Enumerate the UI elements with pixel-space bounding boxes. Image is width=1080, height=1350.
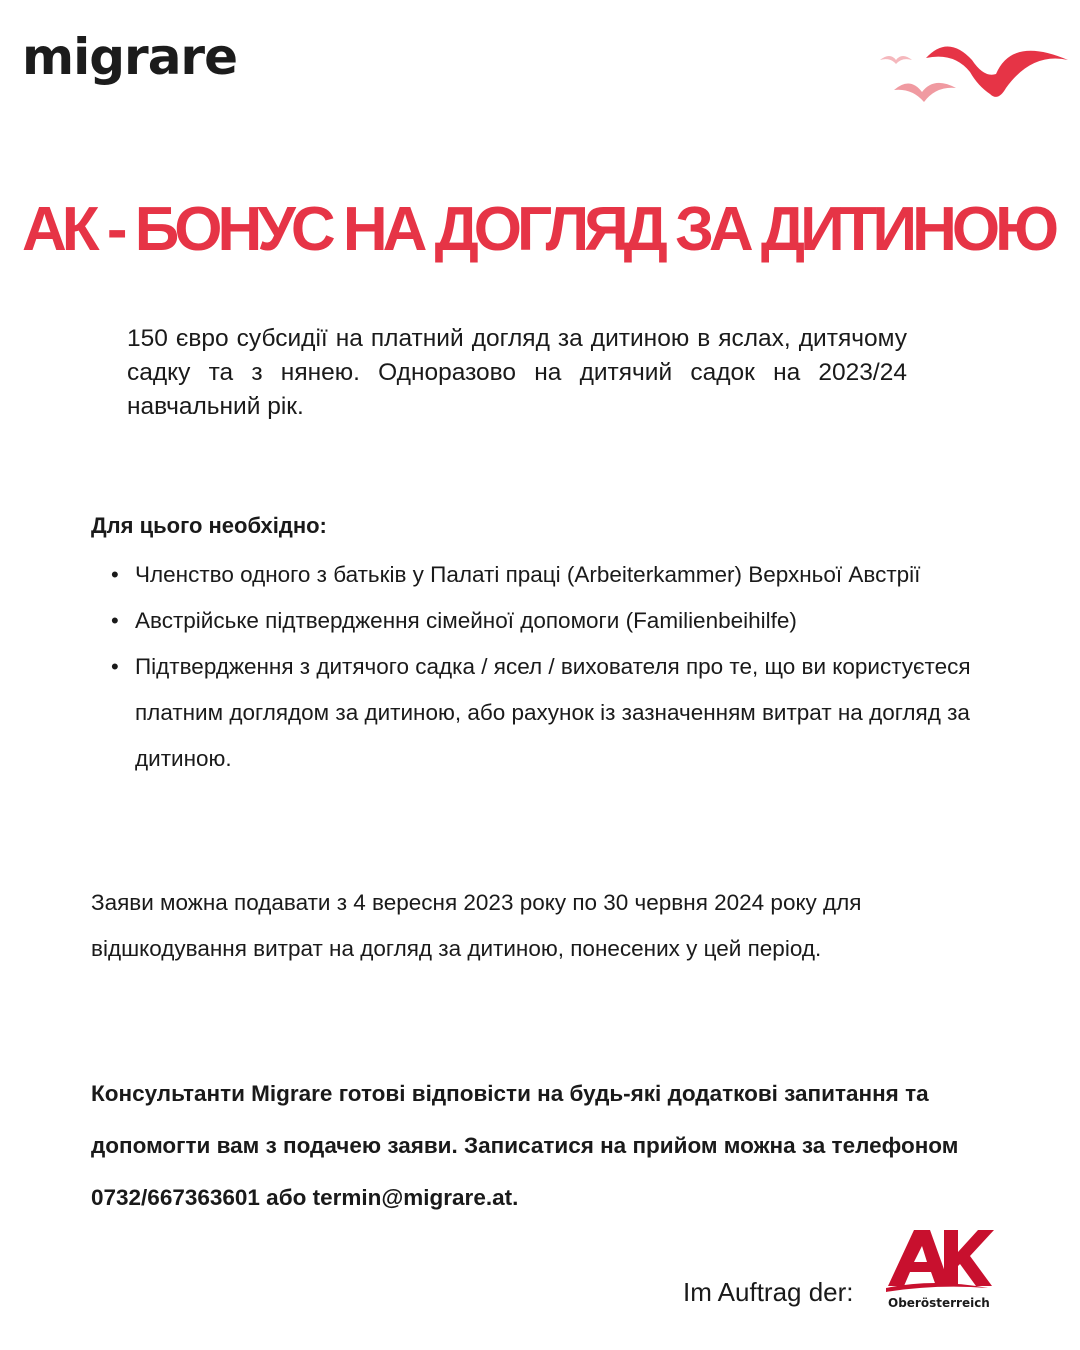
requirements-list: [91, 552, 991, 782]
list-item-text: Членство одного з батьків у Палаті праці (Arbeiterkammer) Верхньої Австрії: [135, 562, 921, 587]
bullet-icon: •: [111, 654, 119, 679]
page-title: АК - БОНУС НА ДОГЛЯД ЗА ДИТИНОЮ: [22, 195, 1055, 264]
list-item-text: Підтвердження з дитячого садка / ясел / вихователя про те, що ви користуєтеся платним доглядом за дитиною, або рахунок із зазначенням витрат на догляд за дитиною.: [135, 654, 971, 771]
list-item-text: Австрійське підтвердження сімейної допомоги (Familienbeihilfe): [135, 608, 797, 633]
migrare-logo: migrare: [22, 28, 237, 86]
ak-region-label: Oberösterreich: [888, 1296, 990, 1310]
consultation-paragraph: Консультанти Migrare готові відповісти на будь-які додаткові запитання та допомогти вам з подачею заяви. Записатися на прийом можна за телефоном 0732/667363601 або termin@migrare.at.: [91, 1081, 959, 1210]
list-item: [91, 644, 991, 782]
bullet-icon: •: [111, 562, 119, 587]
migrare-birds-icon: [872, 30, 1072, 120]
commissioned-label: Im Auftrag der:: [683, 1277, 854, 1307]
application-period-paragraph: Заяви можна подавати з 4 вересня 2023 року по 30 червня 2024 року для відшкодування витрат на догляд за дитиною, понесених у цей період.: [91, 890, 862, 961]
bullet-icon: •: [111, 608, 119, 633]
list-item: [91, 552, 991, 598]
requirements-heading: Для цього необхідно:: [91, 513, 327, 538]
intro-paragraph: 150 євро субсидії на платний догляд за дитиною в яслах, дитячому садку та з нянею. Одноразово на дитячий садок на 2023/24 навчальний рік.: [127, 325, 907, 420]
list-item: [91, 598, 991, 644]
